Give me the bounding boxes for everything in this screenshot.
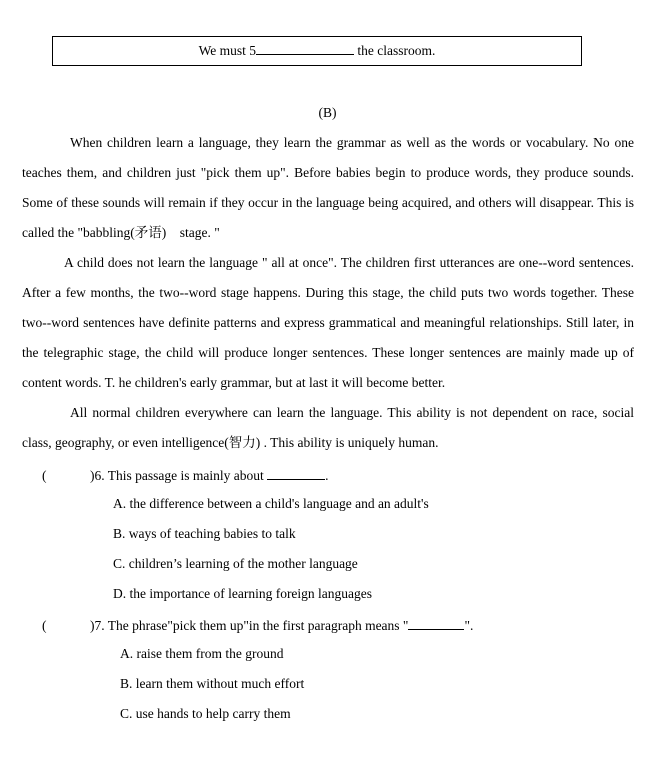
- question-7-blank[interactable]: [408, 615, 464, 630]
- reading-passage: [22, 128, 634, 458]
- answer-blank[interactable]: [256, 40, 354, 55]
- question-6: [42, 465, 328, 485]
- question-7-option-c[interactable]: C. use hands to help carry them: [120, 706, 291, 721]
- question-6-option-c[interactable]: C. children’s learning of the mother language: [113, 556, 358, 571]
- question-6-blank[interactable]: [267, 465, 325, 480]
- question-6-end: .: [325, 468, 329, 483]
- passage-paragraph-1: When children learn a language, they learn the grammar as well as the words or vocabulary. No one teaches them, and children just "pick them up". Before babies begin to produce words, they produce sounds. Some of these sounds will remain if they occur in the language being acquired, and others will disappear. This is called the "babbling(矛语) stage. ": [22, 135, 634, 240]
- section-title: (B): [318, 105, 337, 120]
- question-6-text: )6. This passage is mainly about: [90, 468, 268, 483]
- question-6-option-a[interactable]: A. the difference between a child's language and an adult's: [113, 496, 429, 511]
- question-7-option-b[interactable]: B. learn them without much effort: [120, 676, 305, 691]
- answer-bracket[interactable]: (: [42, 618, 47, 633]
- passage-paragraph-2: A child does not learn the language " all at once". The children first utterances are one--word sentences. After a few months, the two--word stage happens. During this stage, the child puts two words together. These two--word sentences have definite patterns and express grammatical and meaningful relationships. Still later, in the telegraphic stage, the child will produce longer sentences. These longer sentences are mainly made up of content words. T. he children's early grammar, but at last it will become better.: [22, 255, 634, 390]
- question-6-option-b[interactable]: B. ways of teaching babies to talk: [113, 526, 296, 541]
- answer-box-prefix: We must 5: [198, 43, 257, 58]
- question-7-option-a[interactable]: A. raise them from the ground: [120, 646, 284, 661]
- answer-bracket[interactable]: (: [42, 468, 47, 483]
- question-7-text: )7. The phrase"pick them up"in the first paragraph means ": [90, 618, 409, 633]
- question-6-option-d[interactable]: D. the importance of learning foreign languages: [113, 586, 373, 601]
- answer-box-suffix: the classroom.: [354, 43, 436, 58]
- question-7-end: ".: [464, 618, 474, 633]
- answer-box: [52, 36, 582, 66]
- passage-paragraph-3: All normal children everywhere can learn the language. This ability is not dependent on race, social class, geography, or even intelligence(智力) . This ability is uniquely human.: [22, 405, 634, 450]
- question-7: [42, 615, 473, 635]
